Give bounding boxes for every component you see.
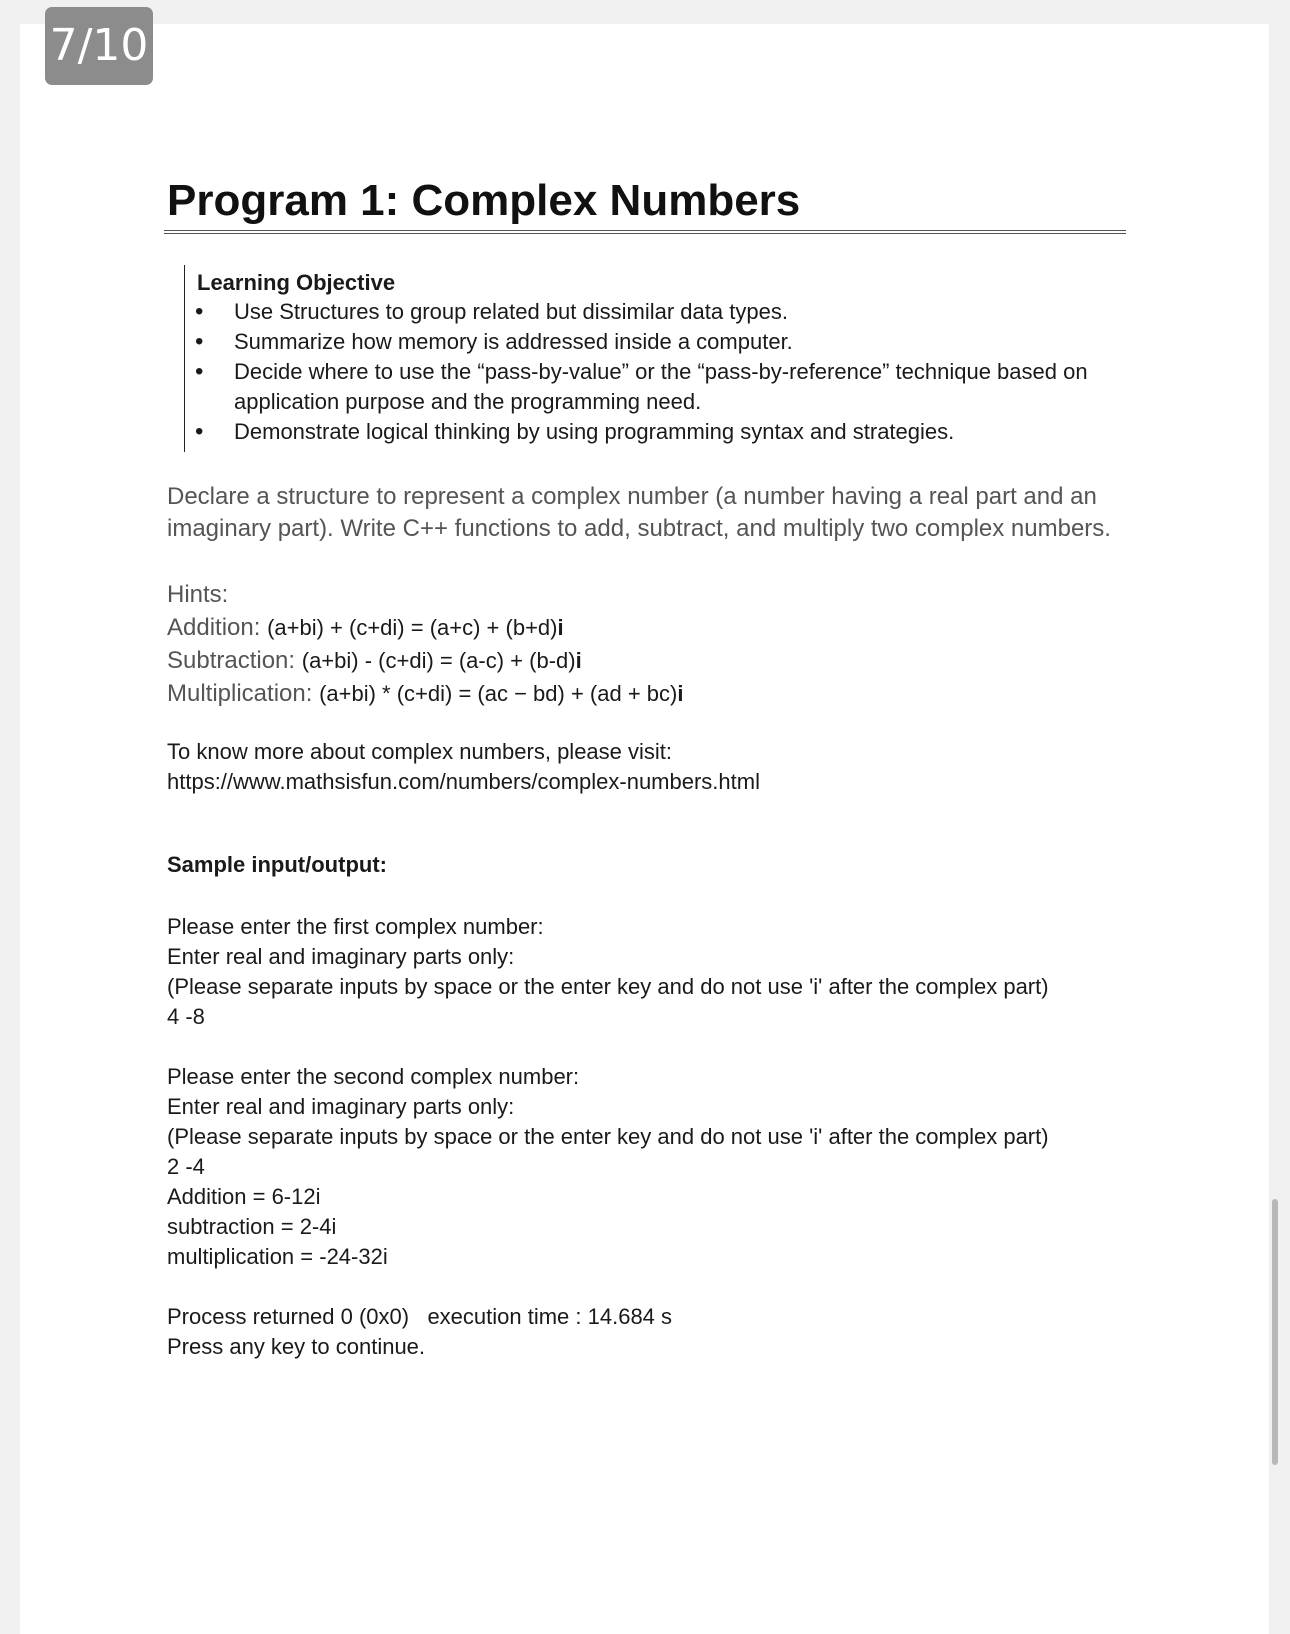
console-line: (Please separate inputs by space or the enter key and do not use 'i' after the complex part) xyxy=(167,1124,1049,1149)
hint-addition xyxy=(167,611,683,644)
sample-io-heading: Sample input/output: xyxy=(167,852,387,877)
visit-text: To know more about complex numbers, please visit: xyxy=(167,739,673,764)
console-line: Press any key to continue. xyxy=(167,1334,426,1359)
console-line: Process returned 0 (0x0) execution time : 14.684 s xyxy=(167,1304,673,1329)
hint-subtraction xyxy=(167,644,683,677)
hints-section xyxy=(167,578,683,710)
console-line: multiplication = -24-32i xyxy=(167,1244,388,1269)
console-line: 4 -8 xyxy=(167,1004,205,1029)
learning-objective-heading: Learning Objective xyxy=(197,270,396,295)
spacer xyxy=(167,1032,1049,1062)
learning-objective-list xyxy=(197,297,1147,447)
console-line: Enter real and imaginary parts only: xyxy=(167,1094,515,1119)
scrollbar[interactable] xyxy=(1272,1199,1278,1465)
console-line: Addition = 6-12i xyxy=(167,1184,321,1209)
console-line: Please enter the first complex number: xyxy=(167,914,544,939)
objective-item: • Use Structures to group related but dissimilar data types. xyxy=(197,297,1147,327)
hint-multiplication-formula: (a+bi) * (c+di) = (ac − bd) + (ad + bc) xyxy=(319,681,678,706)
task-description: Declare a structure to represent a complex number (a number having a real part and an imaginary part). Write C++ functions to add, subtract, and multiply two complex numbers. xyxy=(167,483,1111,542)
imaginary-unit: i xyxy=(575,648,582,673)
imaginary-unit: i xyxy=(557,615,564,640)
spacer xyxy=(167,1272,1049,1302)
hint-addition-formula: (a+bi) + (c+di) = (a+c) + (b+d) xyxy=(267,615,558,640)
console-line: Enter real and imaginary parts only: xyxy=(167,944,515,969)
console-line: 2 -4 xyxy=(167,1154,205,1179)
console-line: subtraction = 2-4i xyxy=(167,1214,337,1239)
hint-addition-label: Addition: xyxy=(167,614,268,641)
learning-objective-box xyxy=(184,265,1147,452)
hint-multiplication-label: Multiplication: xyxy=(167,680,320,707)
page-indicator: 7/10 xyxy=(45,7,153,85)
hints-heading: Hints: xyxy=(167,581,229,608)
visit-link[interactable]: https://www.mathsisfun.com/numbers/complex-numbers.html xyxy=(167,769,760,794)
objective-item: • Demonstrate logical thinking by using programming syntax and strategies. xyxy=(197,417,1147,447)
page-title: Program 1: Complex Numbers xyxy=(167,176,801,225)
console-line: Please enter the second complex number: xyxy=(167,1064,580,1089)
hint-subtraction-label: Subtraction: xyxy=(167,647,302,674)
hint-subtraction-formula: (a+bi) - (c+di) = (a-c) + (b-d) xyxy=(301,648,576,673)
hint-multiplication xyxy=(167,677,683,710)
title-underline xyxy=(164,230,1126,234)
imaginary-unit: i xyxy=(677,681,684,706)
visit-section xyxy=(167,737,760,797)
sample-console-output xyxy=(167,912,1049,1362)
console-line: (Please separate inputs by space or the enter key and do not use 'i' after the complex part) xyxy=(167,974,1049,999)
objective-item: • Summarize how memory is addressed inside a computer. xyxy=(197,327,1147,357)
objective-item: • Decide where to use the “pass-by-value” or the “pass-by-reference” technique based on application purpose and the programming need. xyxy=(197,357,1147,417)
